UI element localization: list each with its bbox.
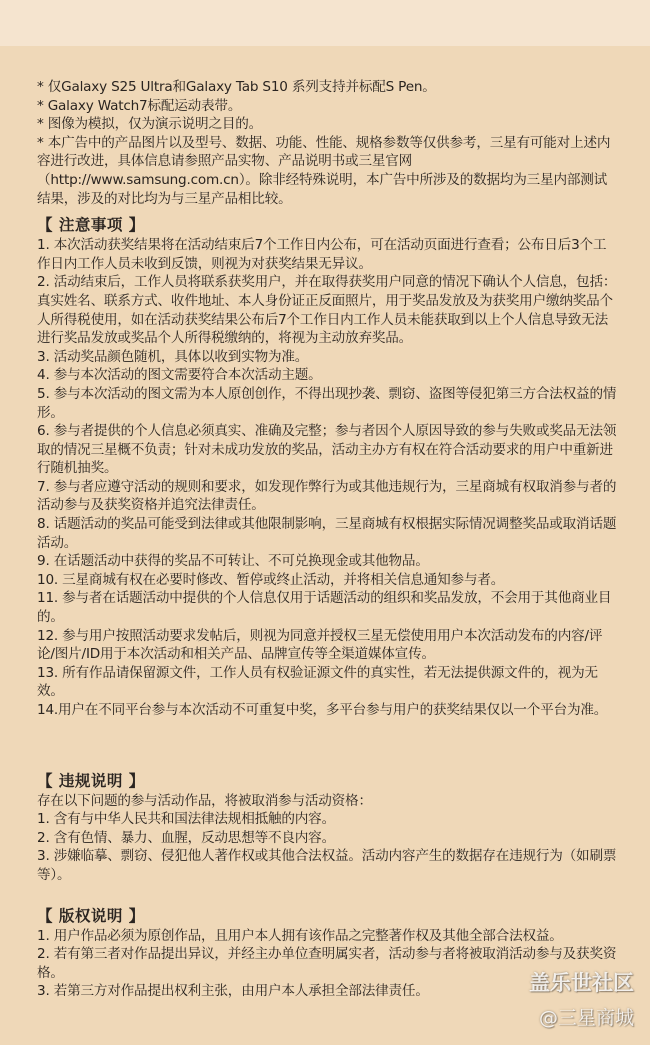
watermark-store: @三星商城 (538, 1007, 634, 1029)
violations-item: 3. 涉嫌临摹、剽窃、侵犯他人著作权或其他合法权益。活动内容产生的数据存在违规行为（如刷票等）。 (37, 848, 617, 883)
notes-item: 11. 参与者在话题活动中提供的个人信息仅用于话题活动的组织和奖品发放，不会用于其他商业目的。 (37, 590, 612, 626)
copyright-item: 2. 若有第三者对作品提出异议，并经主办单位查明属实者，活动参与者将被取消活动参与及获奖资格。 (37, 946, 617, 981)
violations-intro: 存在以下问题的参与活动作品，将被取消参与活动资格： (37, 792, 372, 809)
notes-item: 8. 话题活动的奖品可能受到法律或其他限制影响，三星商城有权根据实际情况调整奖品或取消话题活动。 (37, 516, 617, 551)
notes-item: 6. 参与者提供的个人信息必须真实、准确及完整；参与者因个人原因导致的参与失败或奖品无法领取的情况三星概不负责；针对未成功发放的奖品，活动主办方有权在符合活动要求的用户中重新进行随机抽奖。 (37, 423, 617, 477)
violations-title: 【 违规说明 】 (37, 771, 145, 790)
notes-item: 12. 参与用户按照活动要求发帖后，则视为同意并授权三星无偿使用用户本次活动发布的内容/评论/图片/ID用于本次活动和相关产品、品牌宣传等全渠道媒体宣传。 (37, 627, 603, 663)
violations-section (37, 770, 617, 885)
notes-item: 3. 活动奖品颜色随机，具体以收到实物为准。 (37, 348, 309, 365)
notes-item: 7. 参与者应遵守活动的规则和要求，如发现作弊行为或其他违规行为，三星商城有权取消参与者的活动参与及获奖资格并追究法律责任。 (37, 478, 617, 514)
disclaimer-section (37, 78, 617, 208)
copyright-item: 3. 若第三方对作品提出权利主张，由用户本人承担全部法律责任。 (37, 983, 429, 1000)
notes-item: 2. 活动结束后，工作人员将联系获奖用户，并在取得获奖用户同意的情况下确认个人信息，包括：真实姓名、联系方式、收件地址、本人身份证正反面照片，用于奖品发放及为获奖用户缴纳奖品个人所得税使用，如在活动获奖结果公布后7个工作日内工作人员未能获取到以上个人信息导致无法进行奖品发放或奖品个人所得税缴纳的，将视为主动放弃奖品。 (37, 274, 617, 347)
notes-item: 14.用户在不同平台参与本次活动不可重复中奖，多平台参与用户的获奖结果仅以一个平台为准。 (37, 702, 608, 718)
notes-item: 5. 参与本次活动的图文需为本人原创创作，不得出现抄袭、剽窃、盗图等侵犯第三方合法权益的情形。 (37, 385, 617, 421)
top-banner-band (0, 0, 650, 46)
disclaimer-line: * 本广告中的产品图片以及型号、数据、功能、性能、规格参数等仅供参考，三星有可能对上述内容进行改进，具体信息请参照产品实物、产品说明书或三星官网（http://www.samsung.com.cn）。除非经特殊说明，本广告中所涉及的数据均为三星内部测试结果，涉及的对比均为与三星产品相比较。 (37, 134, 611, 207)
notes-item: 13. 所有作品请保留源文件，工作人员有权验证源文件的真实性，若无法提供源文件的，视为无效。 (37, 664, 598, 700)
notes-section (37, 214, 617, 719)
copyright-item: 1. 用户作品必须为原创作品，且用户本人拥有该作品之完整著作权及其他全部合法权益。 (37, 927, 563, 944)
violations-item: 2. 含有色情、暴力、血腥，反动思想等不良内容。 (37, 829, 335, 846)
disclaimer-line: * 图像为模拟，仅为演示说明之目的。 (37, 116, 263, 133)
terms-content (37, 78, 617, 1001)
violations-item: 1. 含有与中华人民共和国法律法规相抵触的内容。 (37, 811, 335, 828)
notes-item: 4. 参与本次活动的图文需要符合本次活动主题。 (37, 367, 322, 384)
copyright-title: 【 版权说明 】 (37, 906, 145, 925)
notes-title: 【 注意事项 】 (37, 216, 145, 235)
watermark-community: 盖乐世社区 (529, 971, 634, 995)
disclaimer-line: * Galaxy Watch7标配运动表带。 (37, 97, 242, 114)
disclaimer-line: * 仅Galaxy S25 Ultra和Galaxy Tab S10 系列支持并标配S Pen。 (37, 79, 436, 95)
notes-item: 10. 三星商城有权在必要时修改、暂停或终止活动，并将相关信息通知参与者。 (37, 571, 505, 588)
notes-item: 1. 本次活动获奖结果将在活动结束后7个工作日内公布，可在活动页面进行查看；公布日后3个工作日内工作人员未收到反馈，则视为对获奖结果无异议。 (37, 237, 607, 272)
notes-item: 9. 在话题活动中获得的奖品不可转让、不可兑换现金或其他物品。 (37, 553, 429, 570)
